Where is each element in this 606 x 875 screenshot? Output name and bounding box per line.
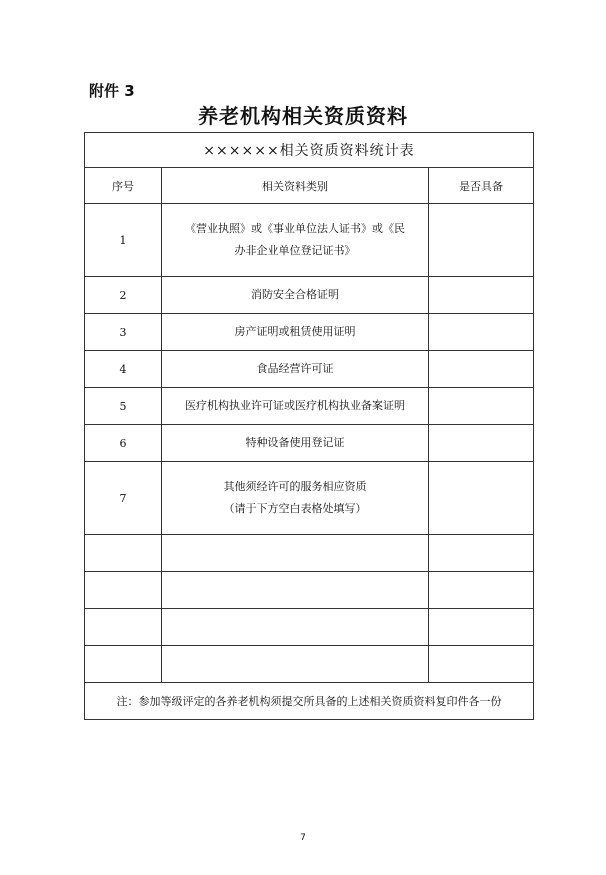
row-category <box>162 462 429 535</box>
row-category: 消防安全合格证明 <box>162 277 429 314</box>
blank-cell[interactable] <box>429 646 534 683</box>
row-category: 食品经营许可证 <box>162 351 429 388</box>
row-seq: 7 <box>85 462 162 535</box>
row-available-cell[interactable] <box>429 204 534 277</box>
qualification-table <box>84 132 534 720</box>
table-row <box>85 351 534 388</box>
row-category <box>162 204 429 277</box>
table-row <box>85 204 534 277</box>
table-note: 注：参加等级评定的各养老机构须提交所具备的上述相关资质资料复印件各一份 <box>85 683 534 720</box>
blank-row <box>85 572 534 609</box>
header-available: 是否具备 <box>429 168 534 204</box>
row-category: 医疗机构执业许可证或医疗机构执业备案证明 <box>162 388 429 425</box>
row-available-cell[interactable] <box>429 314 534 351</box>
blank-cell[interactable] <box>85 572 162 609</box>
row-seq: 5 <box>85 388 162 425</box>
table-row <box>85 425 534 462</box>
blank-row <box>85 535 534 572</box>
row-category-line: 其他须经许可的服务相应资质 <box>223 480 367 493</box>
blank-cell[interactable] <box>85 646 162 683</box>
blank-cell[interactable] <box>85 535 162 572</box>
row-seq: 6 <box>85 425 162 462</box>
row-category-line: 办非企业单位登记证书》 <box>234 244 356 257</box>
row-seq: 2 <box>85 277 162 314</box>
table-caption: ××××××相关资质资料统计表 <box>85 133 534 168</box>
blank-cell[interactable] <box>162 535 429 572</box>
table-row <box>85 388 534 425</box>
blank-cell[interactable] <box>85 609 162 646</box>
row-seq: 1 <box>85 204 162 277</box>
blank-cell[interactable] <box>162 646 429 683</box>
blank-row <box>85 609 534 646</box>
blank-row <box>85 646 534 683</box>
blank-cell[interactable] <box>429 572 534 609</box>
header-seq: 序号 <box>85 168 162 204</box>
header-category: 相关资料类别 <box>162 168 429 204</box>
row-available-cell[interactable] <box>429 425 534 462</box>
blank-cell[interactable] <box>429 535 534 572</box>
row-available-cell[interactable] <box>429 277 534 314</box>
row-category-line: （请于下方空白表格处填写） <box>223 502 367 515</box>
row-seq: 3 <box>85 314 162 351</box>
blank-cell[interactable] <box>162 609 429 646</box>
page-number: 7 <box>300 833 306 843</box>
table-row <box>85 277 534 314</box>
row-seq: 4 <box>85 351 162 388</box>
table-row <box>85 314 534 351</box>
row-available-cell[interactable] <box>429 462 534 535</box>
attachment-label: 附件 3 <box>89 82 135 100</box>
document-title: 养老机构相关资质资料 <box>198 104 408 128</box>
table-row <box>85 462 534 535</box>
row-category-line: 《营业执照》或《事业单位法人证书》或《民 <box>185 222 405 235</box>
blank-cell[interactable] <box>162 572 429 609</box>
blank-cell[interactable] <box>429 609 534 646</box>
row-category: 特种设备使用登记证 <box>162 425 429 462</box>
row-available-cell[interactable] <box>429 388 534 425</box>
row-available-cell[interactable] <box>429 351 534 388</box>
row-category: 房产证明或租赁使用证明 <box>162 314 429 351</box>
